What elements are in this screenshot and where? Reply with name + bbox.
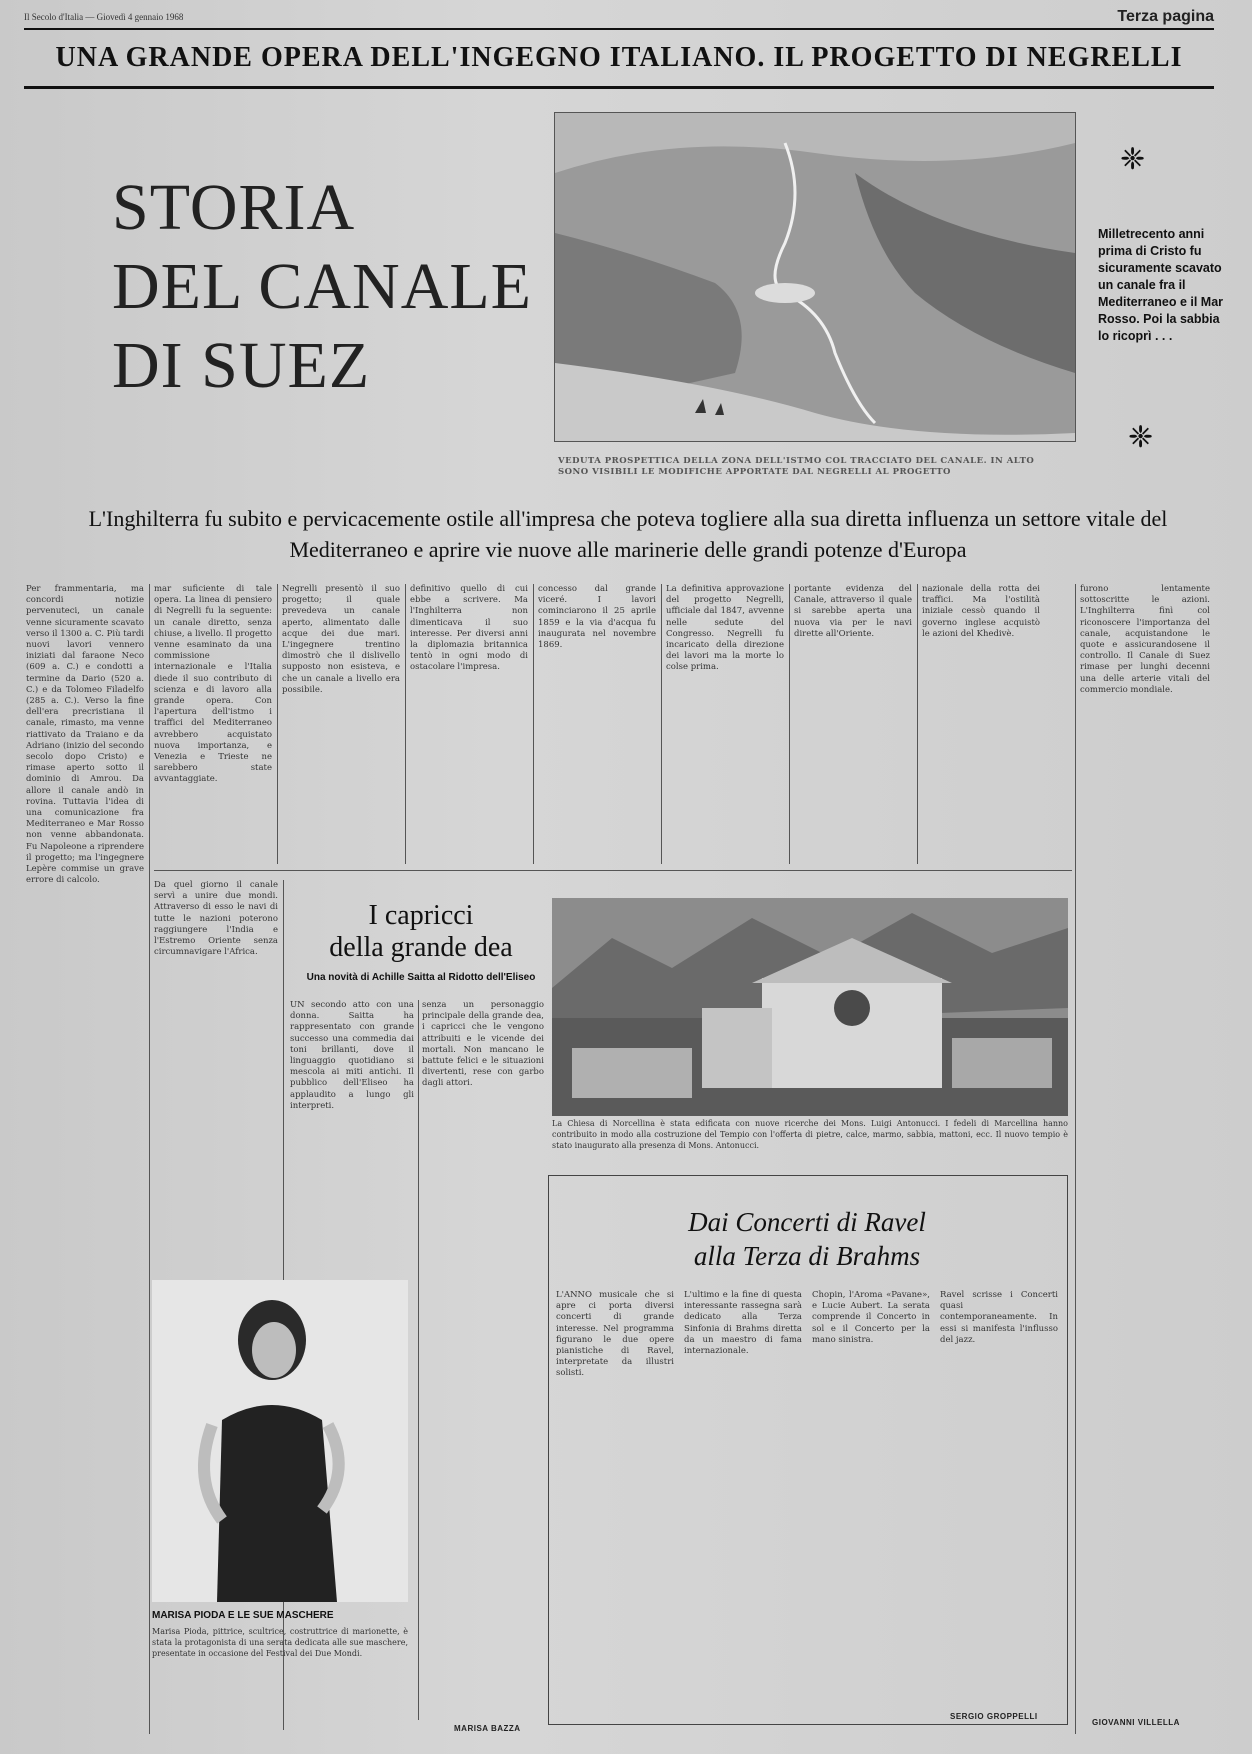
map-caption: VEDUTA PROSPETTICA DELLA ZONA DELL'ISTMO COL TRACCIATO DEL CANALE. IN ALTO SONO VISIBILI LE MODIFICHE APPORTATE DAL NEGRELLI AL PROGETTO [558, 456, 1035, 477]
article-title-line: DEL CANALE [112, 250, 532, 323]
article-column: La definitiva approvazione del progetto Negrelli, ufficiale dal 1847, avvenne nelle sedute del Congresso. Negrelli fu incaricato della direzione dei lavori ma la morte lo colse prima. [666, 584, 784, 673]
article-column: definitivo quello di cui ebbe a scrivere. Ma l'Inghilterra non dimenticava il suo interesse. Per diversi anni la diplomazia britannica tentò in ogni modo di ostacolare l'impresa. [410, 584, 528, 673]
headline-rule [24, 86, 1214, 89]
ravel-column: L'ANNO musicale che si apre ci porta diversi concerti di grande interesse. Nel programma figurano le due opere pianistiche di Ravel, interpretate da illustri solisti. [556, 1290, 674, 1379]
column-divider [405, 584, 406, 864]
section-title: Terza pagina [1117, 8, 1214, 25]
article-signature: GIOVANNI VILLELLA [1092, 1718, 1180, 1727]
article-column: furono lentamente sottoscritte le azioni. L'Inghilterra finì col riconoscere l'importanza del canale, acquistandone le quote e assicurandosene il controllo. Il Canale di Suez rimase per lunghi decenni una delle arterie vitali del commercio mondiale. [1080, 584, 1210, 695]
marisa-pioda-title: MARISA PIODA E LE SUE MASCHERE [152, 1610, 334, 1621]
capricci-signature: MARISA BAZZA [454, 1724, 521, 1733]
isthmus-map-image [554, 112, 1076, 442]
article-column: portante evidenza del Canale, attraverso il quale si sarebbe aperta una nuova via per le navi dirette all'Oriente. [794, 584, 912, 639]
article-column: Per frammentaria, ma concordi notizie pervenuteci, un canale venne sicuramente scavato verso il 1300 a. C. Più tardi nuovi lavori vennero iniziati dal faraone Neco (609 a. C.) e condotti a termine da Dario (520 a. C.) e da Tolomeo Filadelfo (285 a. C.). Verso la fine dell'era precristiana il canale, rimasto, ma venne riattivato da Traiano e da Adriano (inizio del secondo secolo dopo Cristo) e rimase aperto sotto il dominio di Amrou. Da allore il canale andò in rovina. Tuttavia l'idea di una comunicazione fra Mediterraneo e Mar Rosso non venne abbandonata. Fu Napoleone a riprendere il progetto; ma l'ingegnere Lepère commise un grave errore di calcolo. [26, 584, 144, 886]
header-dateline: Il Secolo d'Italia — Giovedì 4 gennaio 1968 [24, 12, 184, 22]
column-divider [661, 584, 662, 864]
church-photo-drawing [552, 898, 1068, 1116]
article-subhead: L'Inghilterra fu subito e pervicacemente ostile all'impresa che poteva togliere alla sua diretta influenza un settore vitale del Mediterraneo e aprire vie nuove alle marinerie delle grandi potenze d'Europa [88, 506, 1168, 562]
sidebar-blurb: Milletrecento anni prima di Cristo fu sicuramente scavato un canale fra il Mediterraneo e il Mar Rosso. Poi la sabbia lo ricoprì . . . [1098, 227, 1224, 343]
marisa-pioda-photo [152, 1280, 408, 1602]
capricci-column: senza un personaggio principale della grande dea, i capricci che le vengono attribuiti e le vicende dei mortali. Non mancano le battute felici e le situazioni divertenti, rese con garbo dagli attori. [422, 1000, 544, 1089]
article-column: concesso dal grande viceré. I lavori cominciarono il 25 aprile 1859 e la via d'acqua fu inaugurata nel novembre 1869. [538, 584, 656, 651]
ravel-column: L'ultimo e la fine di questa interessante rassegna sarà dedicato alla Terza Sinfonia di Brahms diretta da un maestro di fama internazionale. [684, 1290, 802, 1357]
ravel-title-line: Dai Concerti di Ravel [688, 1207, 926, 1237]
capricci-title [290, 900, 552, 964]
article-title-line: DI SUEZ [112, 329, 371, 402]
article-column: Da quel giorno il canale servì a unire due mondi. Attraverso di esso le navi di tutte le nazioni poterono raggiungere l'India e l'Estremo Oriente senza circumnavigare l'Africa. [154, 880, 278, 958]
article-column: mar suficiente di tale opera. La linea di pensiero di Negrelli fu la seguente: un canale diretto, senza chiuse, a livello. Il progetto venne esaminato da una commissione internazionale e l'Italia diede il suo contributo di scienza e di lavoro alla grande opera. Con l'apertura dell'istmo i traffici del Mediterraneo avrebbero acquistato nuova importanza, e Venezia e Trieste ne sarebbero state avvantaggiate. [154, 584, 272, 785]
ravel-signature: SERGIO GROPPELLI [950, 1712, 1038, 1721]
page-header [24, 8, 1214, 24]
column-divider [418, 1000, 419, 1720]
marisa-pioda-drawing [152, 1280, 408, 1602]
capricci-title-line: della grande dea [329, 932, 513, 963]
article-column: nazionale della rotta dei traffici. Ma l'ostilità iniziale cessò quando il governo inglese acquistò le azioni del Khedivè. [922, 584, 1040, 639]
column-divider [1075, 584, 1076, 1734]
section-divider [154, 870, 1072, 871]
capricci-title-line: I capricci [368, 900, 474, 931]
capricci-subtitle: Una novità di Achille Saitta al Ridotto dell'Eliseo [306, 972, 536, 983]
article-title-line: STORIA [112, 171, 356, 244]
column-divider [533, 584, 534, 864]
ravel-title [548, 1205, 1066, 1273]
capricci-column: UN secondo atto con una donna. Saitta ha rappresentato con grande successo una commedia dai toni brillanti, dove il linguaggio quotidiano si mescola ai miti antichi. Il pubblico dell'Eliseo ha applaudito a lungo gli interpreti. [290, 1000, 414, 1111]
ravel-column: Ravel scrisse i Concerti quasi contemporaneamente. In essi si manifesta l'influsso del jazz. [940, 1290, 1058, 1345]
asterism-icon: ❈ [1128, 420, 1154, 455]
isthmus-map-drawing [555, 113, 1075, 441]
page-headline: UNA GRANDE OPERA DELL'INGEGNO ITALIANO. IL PROGETTO DI NEGRELLI [55, 42, 1183, 73]
church-photo [552, 898, 1068, 1116]
marisa-pioda-caption: Marisa Pioda, pittrice, scultrice, costruttrice di marionette, è stata la protagonista di una serata dedicata alle sue maschere, presentate in occasione del Festival dei Due Mondi. [152, 1627, 408, 1658]
article-title [112, 168, 532, 405]
column-divider [149, 584, 150, 1734]
article-column: Negrelli presentò il suo progetto; il quale prevedeva un canale aperto, alimentato dalle acque dei due mari. L'ingegnere trentino dimostrò che il dislivello supposto non esisteva, e che un canale a livello era possibile. [282, 584, 400, 695]
column-divider [789, 584, 790, 864]
column-divider [277, 584, 278, 864]
asterism-icon: ❈ [1120, 142, 1146, 177]
header-rule [24, 28, 1214, 30]
church-caption: La Chiesa di Norcellina è stata edificata con nuove ricerche dei Mons. Luigi Antonucci. I fedeli di Marcellina hanno contribuito in modo alla costruzione del Tempio con l'offerta di pietre, calce, marmo, sabbia, mattoni, ecc. Il nuovo tempio è stato inaugurato alla presenza di Mons. Antonucci. [552, 1119, 1068, 1150]
column-divider [917, 584, 918, 864]
ravel-column: Chopin, l'Aroma «Pavane», e Lucie Aubert. La serata comprende il Concerto in sol e il Concerto per la mano sinistra. [812, 1290, 930, 1345]
ravel-title-line: alla Terza di Brahms [693, 1241, 921, 1271]
